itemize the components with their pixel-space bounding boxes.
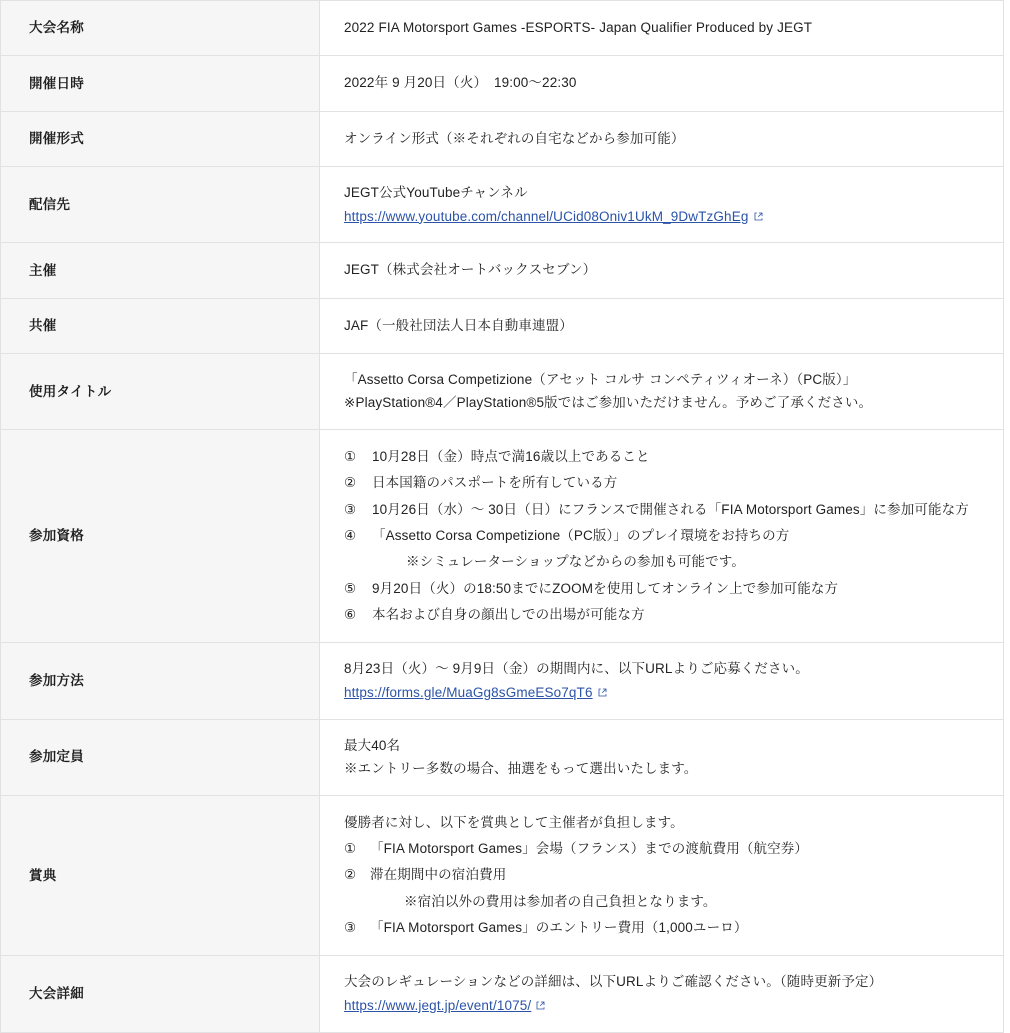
table-row [1, 719, 1004, 795]
row-value-prize [320, 795, 1004, 956]
text-line: 大会のレギュレーションなどの詳細は、以下URLよりご確認ください。（随時更新予定） [344, 974, 883, 990]
text-line: 8月23日（火）〜 9月9日（金）の期間内に、以下URLよりご応募ください。 [344, 661, 809, 677]
application-form-link[interactable]: https://forms.gle/MuaGg8sGmeESo7qT6 [344, 684, 593, 700]
list-marker: ③ [344, 501, 357, 517]
text-line-note: ※エントリー多数の場合、抽選をもって選出いたします。 [344, 761, 698, 777]
list-marker: ⑤ [344, 580, 357, 596]
list-marker: ④ [344, 528, 357, 543]
text-line: 優勝者に対し、以下を賞典として主催者が負担します。 [344, 814, 684, 830]
row-value-eligibility [320, 430, 1004, 643]
row-label-game-title: 使用タイトル [1, 353, 320, 429]
list-item-text: 「FIA Motorsport Games」のエントリー費用（1,000ユーロ） [370, 920, 748, 935]
event-info-table-body [1, 1, 1004, 1033]
link-line [344, 205, 983, 229]
list-marker: ③ [344, 920, 357, 935]
list-item [344, 602, 983, 628]
text-line: 「Assetto Corsa Competizione（アセット コルサ コンペティツィオーネ）（PC版）」 [344, 371, 857, 387]
row-value-co-organizer [320, 298, 1004, 353]
row-label-how-to-apply: 参加方法 [1, 643, 320, 719]
list-item-text: 本名および自身の顔出しでの出場が可能な方 [372, 606, 645, 622]
list-item-text: 日本国籍のパスポートを所有している方 [372, 475, 618, 491]
table-row [1, 430, 1004, 643]
list-item [344, 523, 983, 576]
row-value-datetime [320, 56, 1004, 111]
list-item-text: 「FIA Motorsport Games」会場（フランス）までの渡航費用（航空券） [370, 841, 809, 857]
text-line: 2022 FIA Motorsport Games -ESPORTS- Japan Qualifier Produced by JEGT [344, 20, 813, 35]
external-link-icon [754, 212, 763, 221]
text-line-note: ※PlayStation®4／PlayStation®5版ではご参加いただけません。予めご了承ください。 [344, 395, 873, 411]
list-item [344, 444, 983, 470]
row-label-event-name: 大会名称 [1, 1, 320, 56]
external-link-icon [598, 688, 607, 697]
list-item [344, 470, 983, 496]
row-label-broadcast: 配信先 [1, 166, 320, 242]
event-details-link[interactable]: https://www.jegt.jp/event/1075/ [344, 997, 532, 1013]
list-marker: ② [344, 475, 357, 491]
list-item-text: 10月26日（水）〜 30日（日）にフランスで開催される「FIA Motorsport Games」に参加可能な方 [372, 501, 969, 517]
row-label-prize: 賞典 [1, 795, 320, 956]
row-value-capacity [320, 719, 1004, 795]
external-link-icon [536, 1001, 545, 1010]
list-item-text [370, 523, 983, 576]
row-label-capacity: 参加定員 [1, 719, 320, 795]
table-row [1, 56, 1004, 111]
list-item-subnote: ※シミュレーターショップなどからの参加も可能です。 [406, 554, 745, 570]
list-item-text: 10月28日（金）時点で満16歳以上であること [372, 449, 650, 465]
table-row [1, 353, 1004, 429]
row-value-broadcast [320, 166, 1004, 242]
table-row [1, 795, 1004, 956]
list-marker: ① [344, 449, 357, 465]
text-line: 最大40名 [344, 737, 401, 753]
row-value-game-title [320, 353, 1004, 429]
row-label-co-organizer: 共催 [1, 298, 320, 353]
list-item-main: 滞在期間中の宿泊費用 [370, 867, 507, 883]
row-value-format [320, 111, 1004, 166]
table-row [1, 166, 1004, 242]
link-line [344, 994, 983, 1018]
link-line [344, 681, 983, 705]
table-row [1, 243, 1004, 298]
text-line: オンライン形式（※それぞれの自宅などから参加可能） [344, 130, 685, 146]
table-row [1, 643, 1004, 719]
list-item [344, 915, 983, 941]
list-item-main: 「Assetto Corsa Competizione（PC版）」のプレイ環境をお持ちの方 [372, 528, 790, 543]
prize-list [344, 836, 983, 941]
youtube-channel-link[interactable]: https://www.youtube.com/channel/UCid08Oniv1UkM_9DwTzGhEg [344, 208, 749, 224]
row-label-eligibility: 参加資格 [1, 430, 320, 643]
list-item [344, 836, 983, 862]
list-item [344, 576, 983, 602]
list-item [344, 497, 983, 523]
list-item-subnote: ※宿泊以外の費用は参加者の自己負担となります。 [404, 893, 717, 909]
eligibility-list [344, 444, 983, 628]
table-row [1, 111, 1004, 166]
table-row [1, 956, 1004, 1032]
list-marker: ⑥ [344, 606, 357, 622]
list-item-text [370, 862, 983, 915]
text-line: JAF（一般社団法人日本自動車連盟） [344, 317, 573, 333]
row-label-event-details: 大会詳細 [1, 956, 320, 1032]
row-value-event-name [320, 1, 1004, 56]
row-value-event-details [320, 956, 1004, 1032]
row-value-organizer [320, 243, 1004, 298]
list-marker: ① [344, 841, 357, 857]
text-line: 2022年 9 月20日（火） 19:00〜22:30 [344, 75, 577, 91]
row-label-datetime: 開催日時 [1, 56, 320, 111]
row-label-organizer: 主催 [1, 243, 320, 298]
table-row [1, 298, 1004, 353]
text-line: JEGT公式YouTubeチャンネル [344, 184, 528, 200]
row-label-format: 開催形式 [1, 111, 320, 166]
row-value-how-to-apply [320, 643, 1004, 719]
list-item-text: 9月20日（火）の18:50までにZOOMを使用してオンライン上で参加可能な方 [372, 580, 839, 596]
text-line: JEGT（株式会社オートバックスセブン） [344, 262, 597, 278]
list-item [344, 862, 983, 915]
list-marker: ② [344, 867, 357, 883]
table-row [1, 1, 1004, 56]
